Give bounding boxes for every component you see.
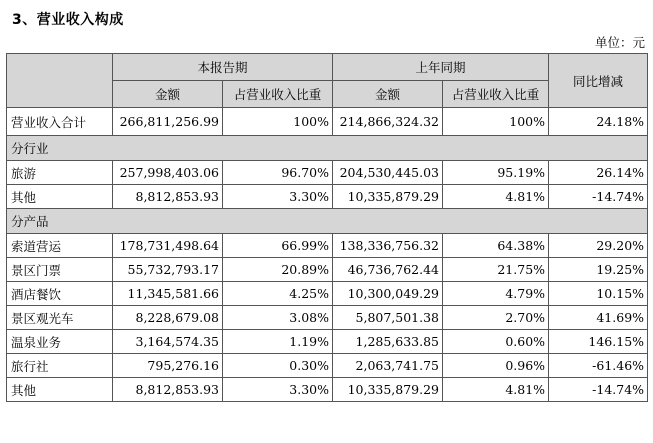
yoy: -14.74% (549, 378, 648, 402)
prior-ratio: 95.19% (443, 161, 549, 185)
row-label: 酒店餐饮 (7, 282, 113, 306)
header-blank-cell (7, 54, 113, 108)
yoy: 10.15% (549, 282, 648, 306)
total-yoy: 24.18% (549, 108, 648, 136)
current-ratio: 4.25% (223, 282, 333, 306)
current-ratio: 20.89% (223, 258, 333, 282)
header-prior-amount: 金额 (333, 81, 443, 108)
total-row (7, 108, 648, 136)
header-row-1 (7, 54, 648, 81)
current-amount: 8,228,679.08 (113, 306, 223, 330)
prior-ratio: 4.81% (443, 185, 549, 209)
header-current-period: 本报告期 (113, 54, 333, 81)
current-amount: 8,812,853.93 (113, 185, 223, 209)
current-amount: 8,812,853.93 (113, 378, 223, 402)
table-row (7, 161, 648, 185)
prior-amount: 1,285,633.85 (333, 330, 443, 354)
table-row (7, 354, 648, 378)
prior-ratio: 0.96% (443, 354, 549, 378)
row-label: 索道营运 (7, 234, 113, 258)
total-label: 营业收入合计 (7, 108, 113, 136)
total-prior-amount: 214,866,324.32 (333, 108, 443, 136)
current-ratio: 66.99% (223, 234, 333, 258)
prior-amount: 5,807,501.38 (333, 306, 443, 330)
prior-amount: 46,736,762.44 (333, 258, 443, 282)
current-ratio: 0.30% (223, 354, 333, 378)
header-prior-period: 上年同期 (333, 54, 549, 81)
table-row (7, 258, 648, 282)
section-row (7, 209, 648, 234)
prior-ratio: 21.75% (443, 258, 549, 282)
yoy: -14.74% (549, 185, 648, 209)
yoy: 19.25% (549, 258, 648, 282)
prior-amount: 2,063,741.75 (333, 354, 443, 378)
prior-amount: 10,335,879.29 (333, 185, 443, 209)
section-row (7, 136, 648, 161)
row-label: 其他 (7, 378, 113, 402)
current-amount: 178,731,498.64 (113, 234, 223, 258)
prior-ratio: 2.70% (443, 306, 549, 330)
current-amount: 257,998,403.06 (113, 161, 223, 185)
prior-amount: 204,530,445.03 (333, 161, 443, 185)
section-title: 分产品 (7, 209, 648, 234)
prior-ratio: 64.38% (443, 234, 549, 258)
row-label: 旅游 (7, 161, 113, 185)
table-row (7, 234, 648, 258)
row-label: 景区门票 (7, 258, 113, 282)
total-current-amount: 266,811,256.99 (113, 108, 223, 136)
current-ratio: 96.70% (223, 161, 333, 185)
prior-ratio: 4.81% (443, 378, 549, 402)
header-current-amount: 金额 (113, 81, 223, 108)
current-amount: 3,164,574.35 (113, 330, 223, 354)
table-row (7, 330, 648, 354)
yoy: -61.46% (549, 354, 648, 378)
table-row (7, 185, 648, 209)
current-amount: 11,345,581.66 (113, 282, 223, 306)
yoy: 29.20% (549, 234, 648, 258)
prior-amount: 10,300,049.29 (333, 282, 443, 306)
total-current-ratio: 100% (223, 108, 333, 136)
revenue-composition-table (6, 53, 648, 402)
current-ratio: 3.08% (223, 306, 333, 330)
header-prior-ratio: 占营业收入比重 (443, 81, 549, 108)
prior-amount: 138,336,756.32 (333, 234, 443, 258)
row-label: 其他 (7, 185, 113, 209)
prior-ratio: 4.79% (443, 282, 549, 306)
prior-amount: 10,335,879.29 (333, 378, 443, 402)
row-label: 温泉业务 (7, 330, 113, 354)
table-row (7, 378, 648, 402)
row-label: 景区观光车 (7, 306, 113, 330)
section-title: 分行业 (7, 136, 648, 161)
yoy: 26.14% (549, 161, 648, 185)
unit-label: 单位：元 (594, 35, 645, 50)
current-ratio: 1.19% (223, 330, 333, 354)
current-ratio: 3.30% (223, 378, 333, 402)
current-ratio: 3.30% (223, 185, 333, 209)
header-current-ratio: 占营业收入比重 (223, 81, 333, 108)
prior-ratio: 0.60% (443, 330, 549, 354)
current-amount: 55,732,793.17 (113, 258, 223, 282)
total-prior-ratio: 100% (443, 108, 549, 136)
table-row (7, 306, 648, 330)
table-row (7, 282, 648, 306)
yoy: 41.69% (549, 306, 648, 330)
row-label: 旅行社 (7, 354, 113, 378)
yoy: 146.15% (549, 330, 648, 354)
header-yoy: 同比增减 (549, 54, 648, 108)
section-heading: 3、营业收入构成 (12, 12, 124, 28)
current-amount: 795,276.16 (113, 354, 223, 378)
